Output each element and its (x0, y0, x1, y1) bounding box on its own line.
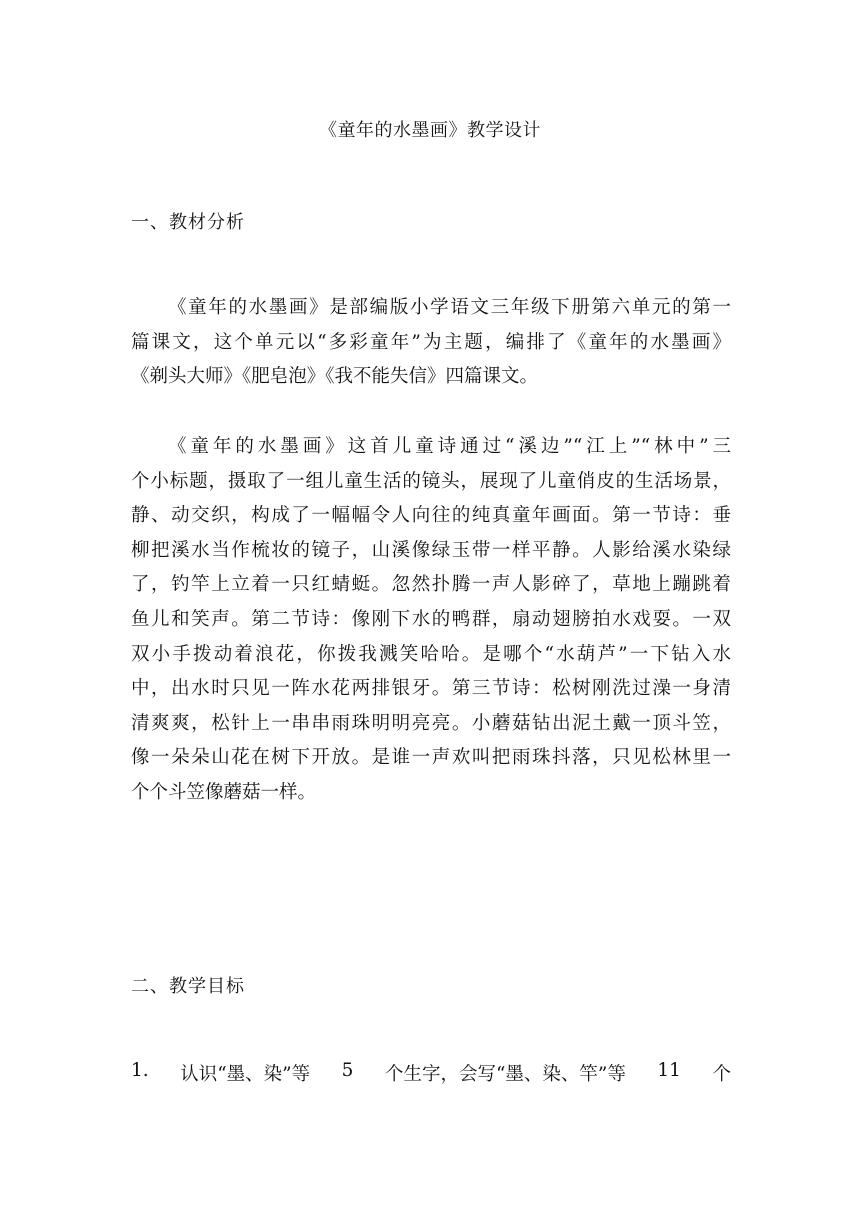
paragraph-poem-summary (131, 430, 731, 811)
text-line: 中，出水时只见一阵水花两排银牙。第三节诗：松树刚洗过澡一身清 (131, 678, 731, 700)
text-line: 像一朵朵山花在树下开放。是谁一声欢叫把雨珠抖落，只见松林里一 (131, 747, 731, 769)
text-line: 篇课文，这个单元以“多彩童年”为主题，编排了《童年的水墨画》 (131, 331, 731, 353)
text-line: 鱼儿和笑声。第二节诗：像刚下水的鸭群，扇动翅膀拍水戏耍。一双 (131, 608, 731, 630)
item-number: 1. (131, 1060, 149, 1081)
text-line: 柳把溪水当作梳妆的镜子，山溪像绿玉带一样平静。人影给溪水染绿 (131, 539, 731, 561)
text-line: 《童年的水墨画》是部编版小学语文三年级下册第六单元的第一 (168, 297, 731, 318)
section-heading-objectives: 二、教学目标 (131, 976, 245, 997)
text-line: 个个斗笠像蘑菇一样。 (131, 781, 317, 803)
paragraph-intro (131, 291, 731, 395)
objective-item-1 (131, 1060, 731, 1086)
section-heading-analysis: 一、教材分析 (131, 212, 245, 233)
document-title: 《童年的水墨画》教学设计 (319, 120, 541, 141)
text-line: 个小标题，摄取了一组儿童生活的镜头，展现了儿童俏皮的生活场景， (131, 470, 731, 492)
text-line: 《童年的水墨画》这首儿童诗通过“溪边”“江上”“林中”三 (168, 436, 731, 457)
text-line: 《剃头大师》《肥皂泡》《我不能失信》四篇课文。 (131, 366, 539, 388)
text-line: 双小手拨动着浪花，你拨我溅笑哈哈。是哪个“水葫芦”一下钻入水 (131, 643, 731, 665)
item-text: 个 (712, 1064, 731, 1085)
item-count: 11 (657, 1060, 681, 1081)
item-count: 5 (341, 1060, 354, 1081)
text-line: 了，钓竿上立着一只红蜻蜓。忽然扑腾一声人影碎了，草地上蹦跳着 (131, 574, 731, 596)
item-text: 认识“墨、染”等 (180, 1064, 311, 1085)
text-line: 静、动交织，构成了一幅幅令人向往的纯真童年画面。第一节诗：垂 (131, 505, 731, 527)
item-text: 个生字，会写“墨、染、竿”等 (384, 1064, 626, 1085)
text-line: 清爽爽，松针上一串串雨珠明明亮亮。小蘑菇钻出泥土戴一顶斗笠， (131, 712, 731, 734)
